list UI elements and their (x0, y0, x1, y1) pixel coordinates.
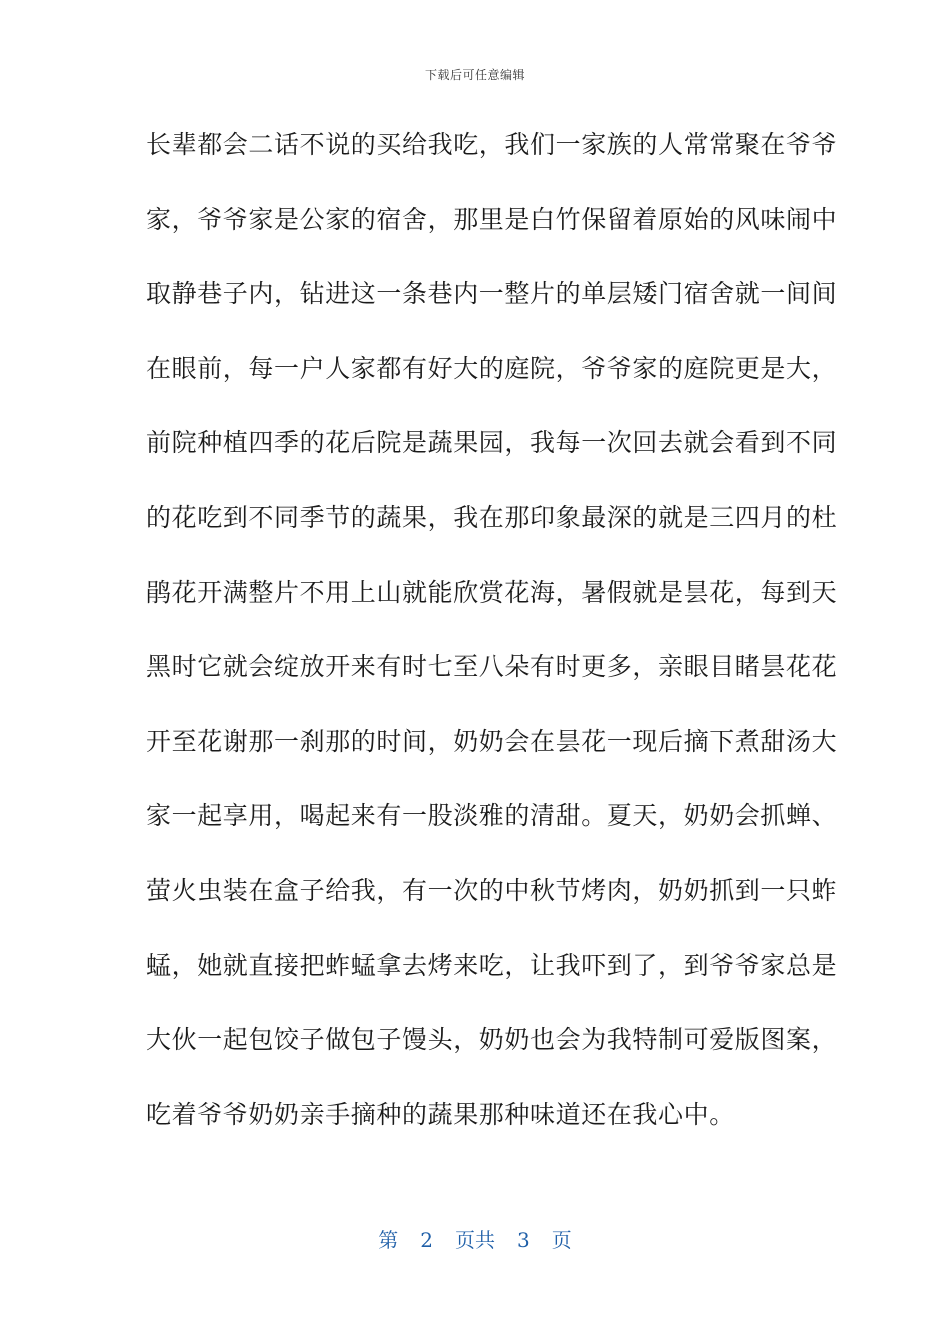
body-line: 在眼前，每一户人家都有好大的庭院，爷爷家的庭院更是大， (146, 353, 838, 383)
body-line: 吃着爷爷奶奶亲手摘种的蔬果那种味道还在我心中。 (146, 1099, 735, 1129)
total-page-number: 3 (517, 1228, 530, 1252)
page-number-middle: 页共 (455, 1228, 495, 1252)
body-line: 长辈都会二话不说的买给我吃，我们一家族的人常常聚在爷爷 (146, 130, 838, 159)
body-line: 家一起享用，喝起来有一股淡雅的清甜。夏天，奶奶会抓蝉、 (146, 801, 838, 831)
body-line: 取静巷子内，钻进这一条巷内一整片的单层矮门宿舍就一间间 (146, 279, 838, 309)
body-line: 黑时它就会绽放开来有时七至八朵有时更多，亲眼目睹昙花花 (146, 652, 838, 682)
page-header: 下载后可任意编辑 (424, 68, 525, 82)
page-number-prefix: 第 (378, 1228, 399, 1252)
body-line: 蜢，她就直接把蚱蜢拿去烤来吃，让我吓到了，到爷爷家总是 (146, 950, 838, 980)
page-footer (0, 1224, 950, 1253)
body-line: 前院种植四季的花后院是蔬果园，我每一次回去就会看到不同 (146, 428, 838, 458)
current-page-number: 2 (420, 1228, 433, 1252)
body-line: 家，爷爷家是公家的宿舍，那里是白竹保留着原始的风味闹中 (146, 204, 838, 234)
body-line: 鹃花开满整片不用上山就能欣赏花海，暑假就是昙花，每到天 (146, 577, 838, 607)
body-line: 萤火虫装在盒子给我，有一次的中秋节烤肉，奶奶抓到一只蚱 (146, 875, 838, 905)
body-line: 大伙一起包饺子做包子馒头，奶奶也会为我特制可爱版图案， (146, 1025, 838, 1055)
page-number-suffix: 页 (551, 1228, 572, 1252)
body-text (146, 125, 838, 1169)
body-line: 开至花谢那一刹那的时间，奶奶会在昙花一现后摘下煮甜汤大 (146, 726, 838, 756)
body-line: 的花吃到不同季节的蔬果，我在那印象最深的就是三四月的杜 (146, 502, 838, 532)
